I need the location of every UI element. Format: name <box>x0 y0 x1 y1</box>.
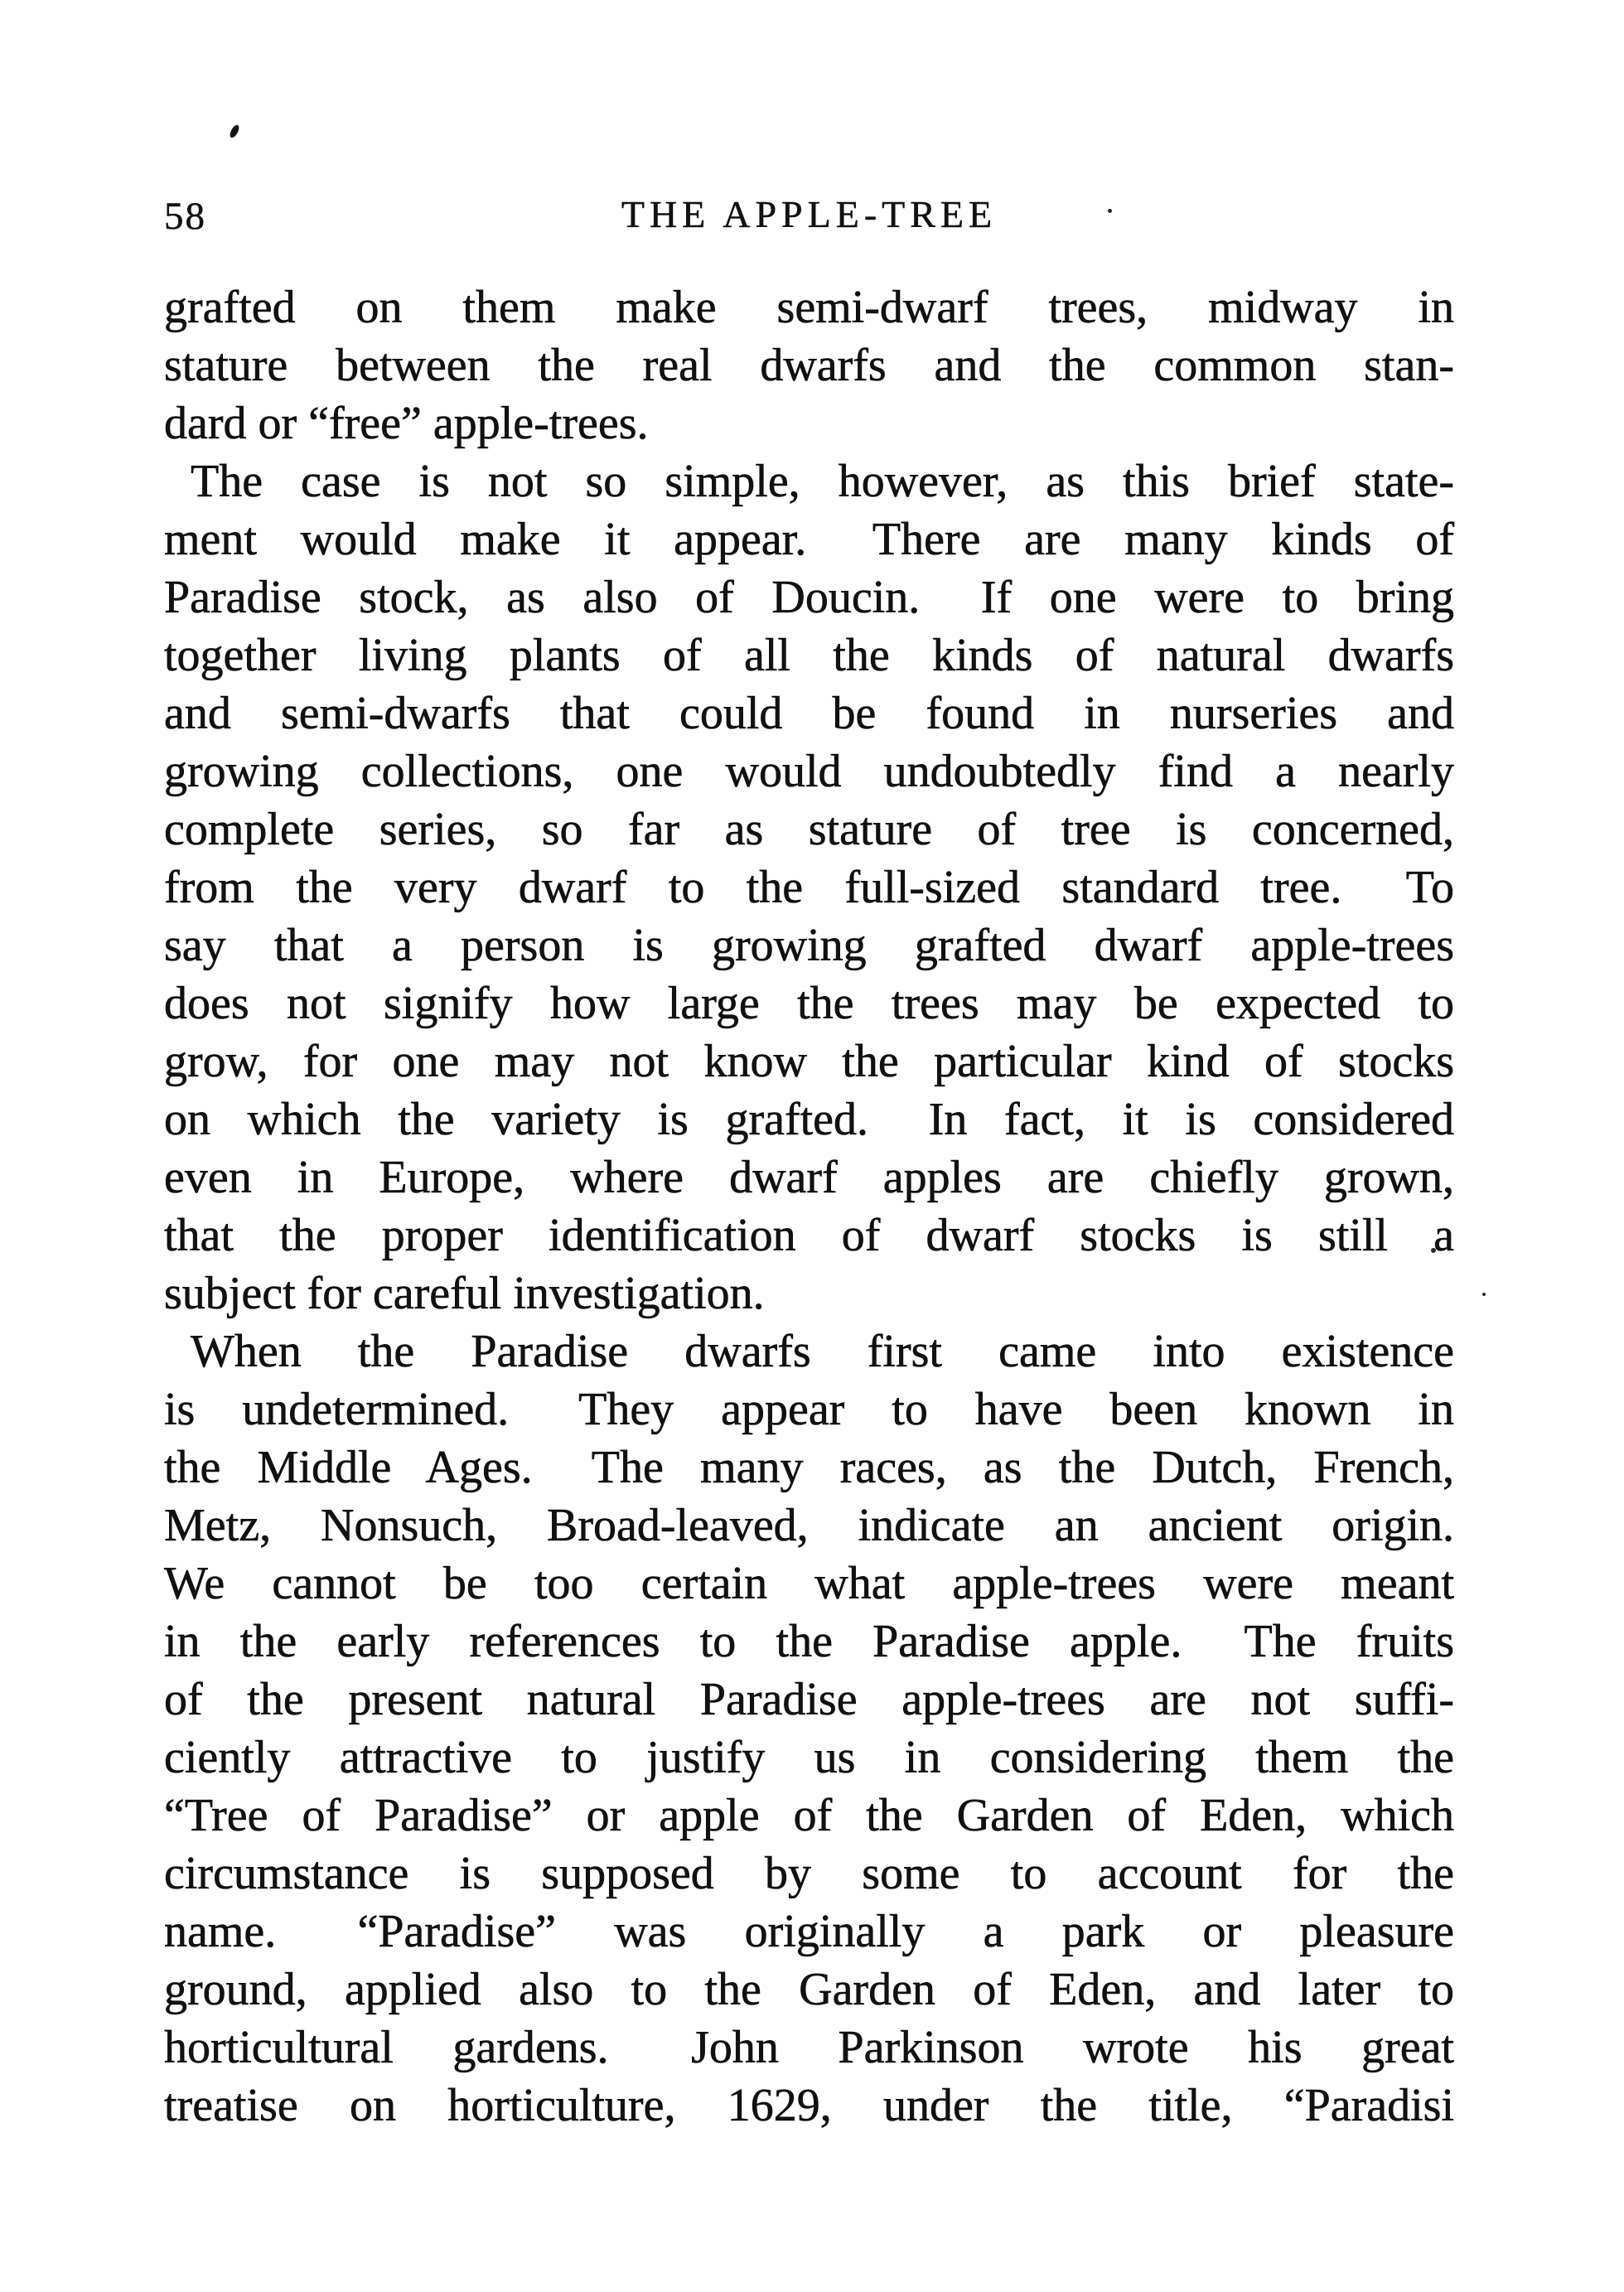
text-line: ground, applied also to the Garden of Eden, and later to <box>164 1964 1454 2015</box>
page-number: 58 <box>164 195 206 238</box>
text-line: does not signify how large the trees may be expected to <box>164 978 1454 1029</box>
text-line: stature between the real dwarfs and the common stan- <box>164 340 1454 391</box>
text-line: on which the variety is grafted. In fact, it is considered <box>164 1094 1454 1145</box>
text-block <box>164 278 1454 2135</box>
text-line: even in Europe, where dwarf apples are chiefly grown, <box>164 1152 1454 1203</box>
text-line: We cannot be too certain what apple-trees were meant <box>164 1558 1454 1609</box>
text-line: that the proper identification of dwarf stocks is still a <box>164 1210 1454 1261</box>
text-line: dard or “free” apple-trees. <box>164 398 649 449</box>
text-line: subject for careful investigation. <box>164 1268 765 1319</box>
text-line: growing collections, one would undoubtedly find a nearly <box>164 746 1454 797</box>
text-line: say that a person is growing grafted dwarf apple-trees <box>164 920 1454 971</box>
text-line: and semi-dwarfs that could be found in nurseries and <box>164 688 1454 739</box>
text-line: ment would make it appear. There are many kinds of <box>164 514 1454 565</box>
text-line: treatise on horticulture, 1629, under the title, “Paradisi <box>164 2080 1454 2131</box>
text-line: Metz, Nonsuch, Broad-leaved, indicate an ancient origin. <box>164 1500 1454 1551</box>
text-line: the Middle Ages. The many races, as the Dutch, French, <box>164 1442 1454 1493</box>
text-line: circumstance is supposed by some to account for the <box>164 1848 1454 1899</box>
text-line: name. “Paradise” was originally a park or pleasure <box>164 1906 1454 1957</box>
scan-speck <box>1482 1293 1486 1296</box>
text-line: horticultural gardens. John Parkinson wrote his great <box>164 2022 1454 2073</box>
page-header <box>164 192 1454 242</box>
text-line: together living plants of all the kinds of natural dwarfs <box>164 630 1454 681</box>
text-line: is undetermined. They appear to have been known in <box>164 1384 1454 1435</box>
text-line: of the present natural Paradise apple-trees are not suffi- <box>164 1674 1454 1725</box>
text-line: grafted on them make semi-dwarf trees, midway in <box>164 282 1454 333</box>
text-line: Paradise stock, as also of Doucin. If one were to bring <box>164 572 1454 623</box>
text-line: The case is not so simple, however, as this brief state- <box>191 456 1454 507</box>
text-line: in the early references to the Paradise apple. The fruits <box>164 1616 1454 1667</box>
text-line: When the Paradise dwarfs first came into existence <box>191 1326 1454 1377</box>
text-line: grow, for one may not know the particular kind of stocks <box>164 1036 1454 1087</box>
scan-mark <box>228 123 240 139</box>
text-line: “Tree of Paradise” or apple of the Garden of Eden, which <box>164 1790 1454 1841</box>
text-line: from the very dwarf to the full-sized standard tree. To <box>164 862 1454 913</box>
text-line: ciently attractive to justify us in considering them the <box>164 1732 1454 1783</box>
running-title: THE APPLE-TREE <box>621 193 998 235</box>
text-line: complete series, so far as stature of tree is concerned, <box>164 804 1454 855</box>
